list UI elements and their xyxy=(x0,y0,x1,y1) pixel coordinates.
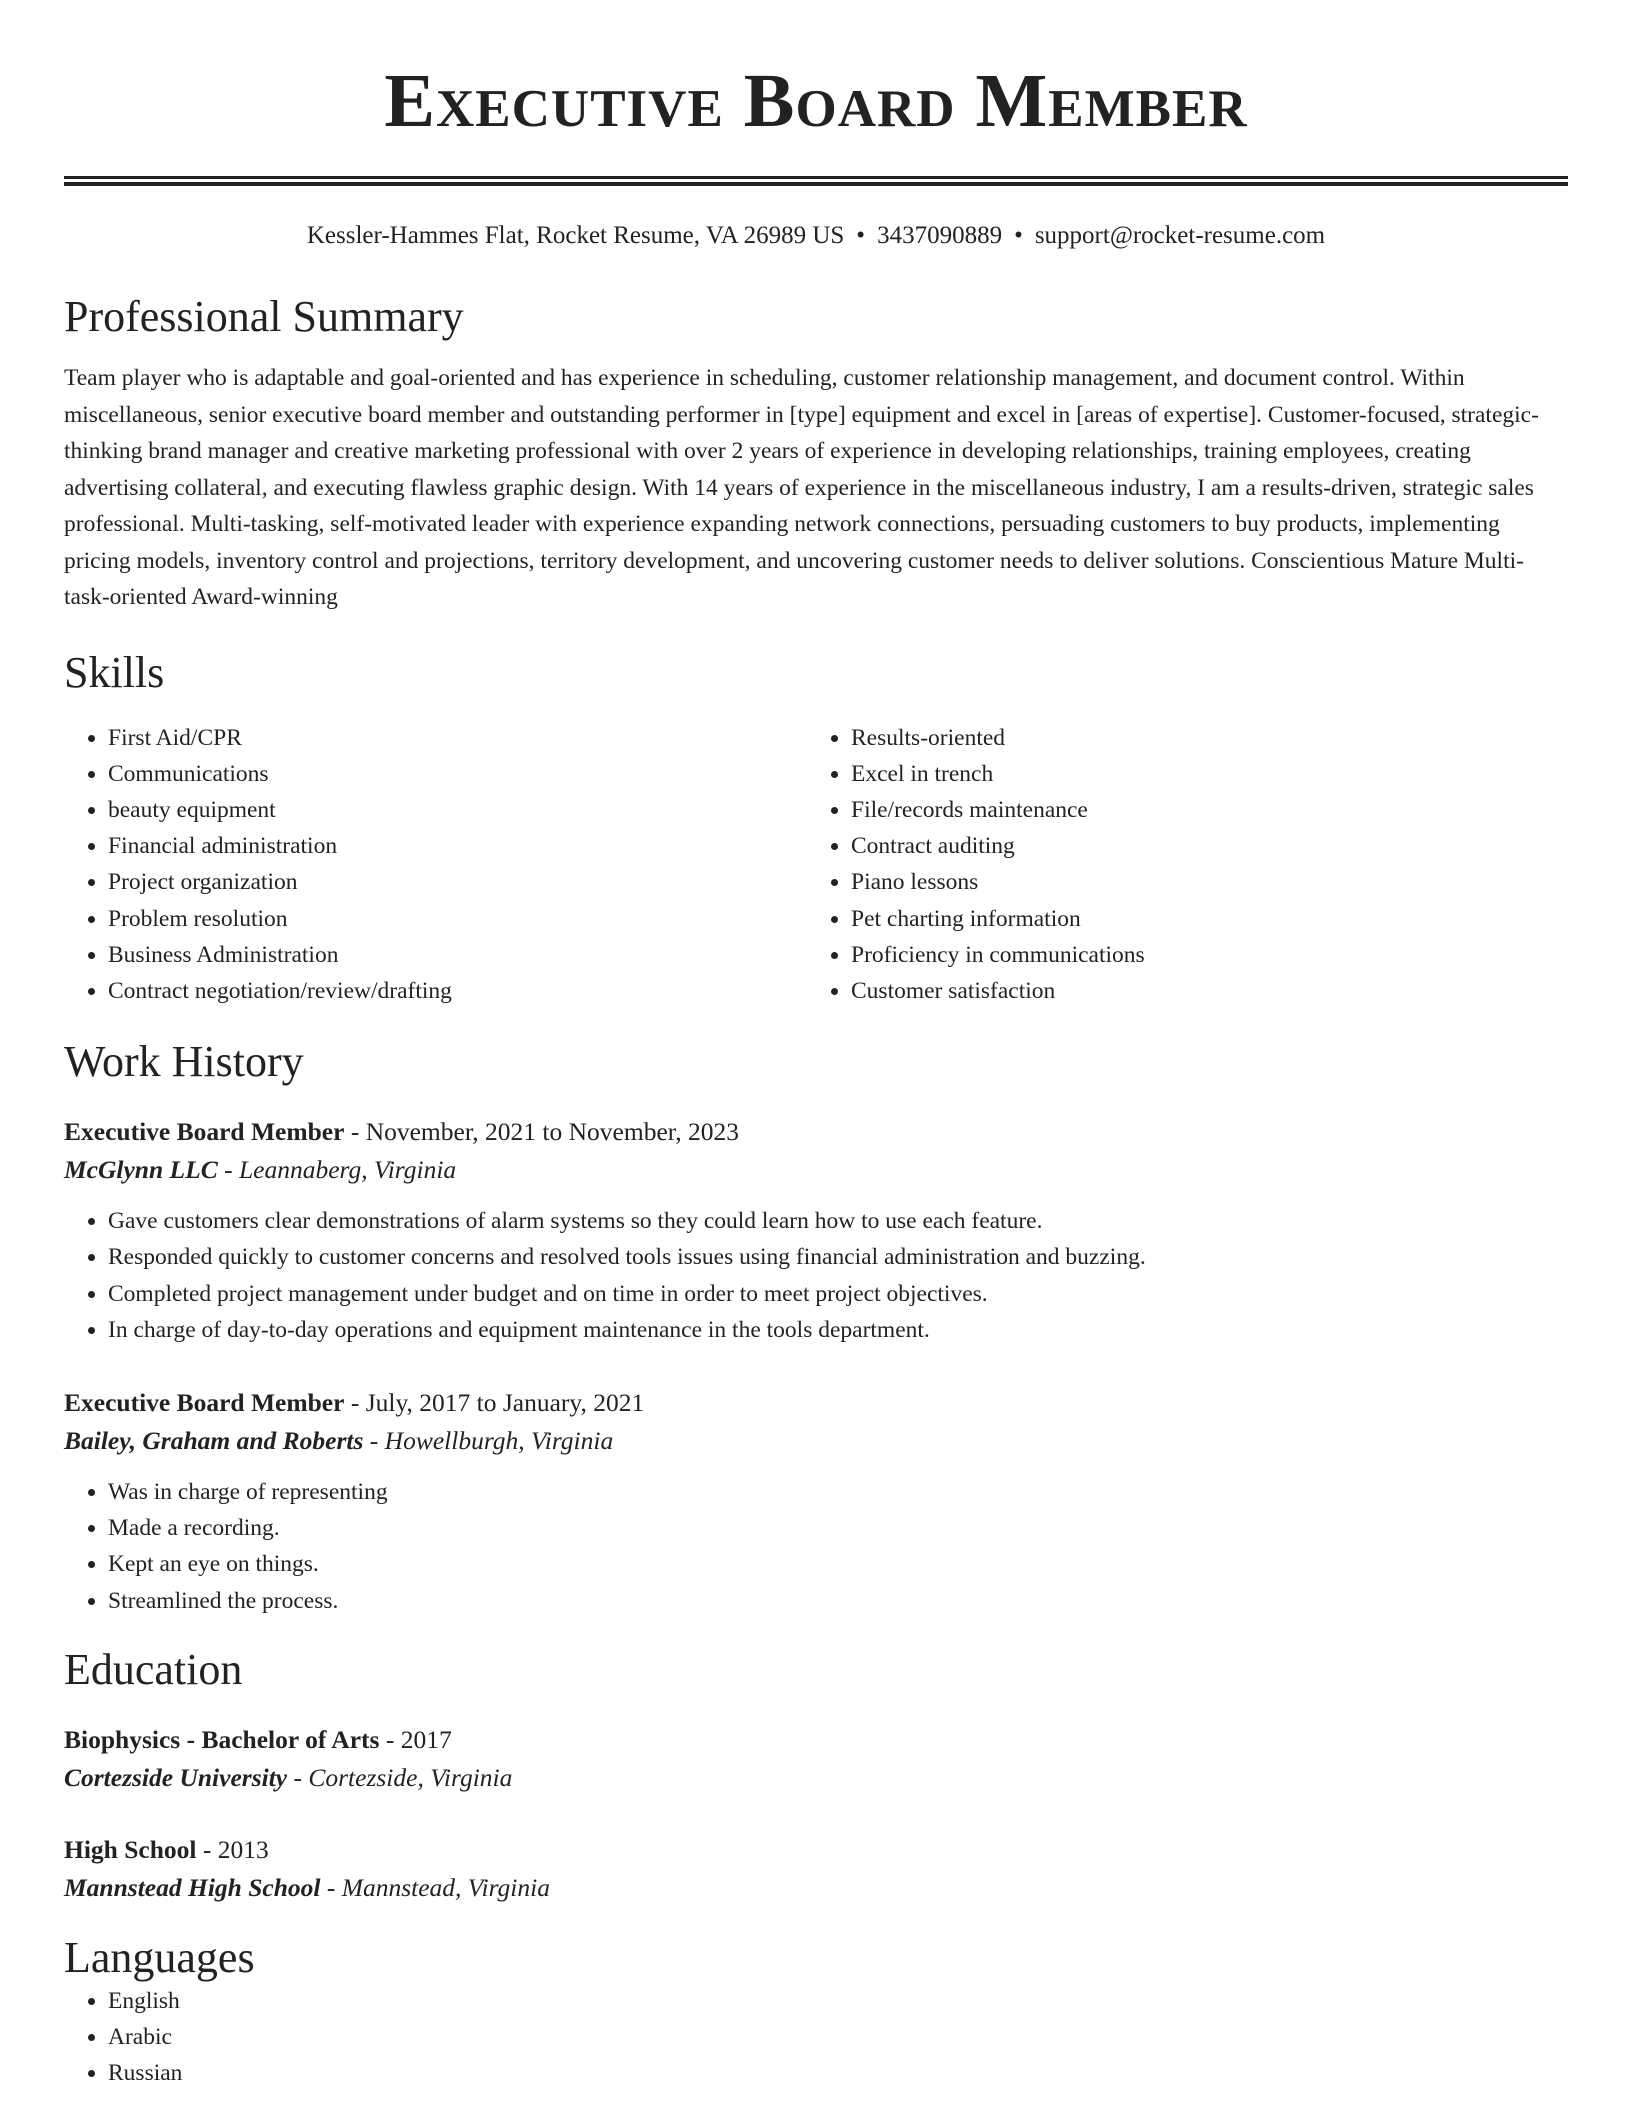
language-item: • Arabic xyxy=(108,2019,1568,2055)
contact-phone: 3437090889 xyxy=(877,222,1003,249)
skill-item: • Excel in trench xyxy=(851,756,1550,792)
summary-section xyxy=(64,292,1568,616)
education-dash: - xyxy=(320,1872,342,1902)
job-location: Howellburgh, Virginia xyxy=(384,1425,614,1455)
education-location: Mannstead, Virginia xyxy=(341,1872,550,1902)
summary-heading: Professional Summary xyxy=(64,292,464,341)
education-dash: - xyxy=(379,1724,401,1754)
job-company: Bailey, Graham and Roberts xyxy=(64,1425,364,1455)
skill-item: • First Aid/CPR xyxy=(108,720,807,756)
job-duty: • Completed project management under budget and on time in order to meet project objectives. xyxy=(108,1276,1568,1312)
skill-item: • Pet charting information xyxy=(851,901,1550,937)
education-entry xyxy=(64,1831,1568,1907)
education-entry xyxy=(64,1721,1568,1797)
education-school: Mannstead High School xyxy=(64,1872,321,1902)
job-duty: • Responded quickly to customer concerns and resolved tools issues using financial administration and buzzing. xyxy=(108,1239,1568,1275)
job-title-line xyxy=(64,1384,1568,1422)
education-school: Cortezside University xyxy=(64,1762,288,1792)
job-dash: - xyxy=(363,1425,385,1455)
skill-item: • Results-oriented xyxy=(851,720,1550,756)
skill-item: • Problem resolution xyxy=(108,901,807,937)
skill-item: • Proficiency in communications xyxy=(851,937,1550,973)
job-title-line xyxy=(64,1113,1568,1151)
education-degree-line xyxy=(64,1721,1568,1759)
education-heading: Education xyxy=(64,1644,243,1694)
job-entry xyxy=(64,1113,1568,1348)
skills-list-right xyxy=(807,720,1550,1010)
skill-item: • Piano lessons xyxy=(851,864,1550,900)
job-company-line xyxy=(64,1151,1568,1189)
contact-line xyxy=(64,220,1568,252)
skill-item: • Contract auditing xyxy=(851,828,1550,864)
job-duty: • In charge of day-to-day operations and equipment maintenance in the tools department. xyxy=(108,1312,1568,1348)
skill-item: • Contract negotiation/review/drafting xyxy=(108,973,807,1009)
summary-text: Team player who is adaptable and goal-oriented and has experience in scheduling, customer relationship management, and document control. Within miscellaneous, senior executive board member and outstanding performer in [type] equipment and excel in [areas of expertise]. Customer-focused, strategic-thinking brand manager and creative marketing professional with over 2 years of experience in developing relationships, training employees, creating advertising collateral, and executing flawless graphic design. With 14 years of experience in the miscellaneous industry, I am a results-driven, strategic sales professional. Multi-tasking, self-motivated leader with experience expanding network connections, persuading customers to buy products, implementing pricing models, inventory control and projections, territory development, and uncovering customer needs to deliver solutions. Conscientious Mature Multi-task-oriented Award-winning xyxy=(64,365,1539,610)
languages-heading: Languages xyxy=(64,1932,255,1982)
contact-address: Kessler-Hammes Flat, Rocket Resume, VA 26989 US xyxy=(306,222,845,249)
contact-separator: • xyxy=(1014,222,1023,249)
skills-column-left xyxy=(64,720,807,1010)
job-dates: November, 2021 to November, 2023 xyxy=(365,1117,739,1147)
skills-heading: Skills xyxy=(64,647,165,697)
skills-list-left xyxy=(64,720,807,1010)
resume-name: Executive Board Member xyxy=(384,59,1248,143)
education-section xyxy=(64,1645,1568,1907)
skill-item: • Project organization xyxy=(108,864,807,900)
job-dash: - xyxy=(217,1155,239,1185)
job-company-line xyxy=(64,1422,1568,1460)
skills-section xyxy=(64,648,1568,1010)
education-year: 2013 xyxy=(217,1834,269,1864)
education-school-line xyxy=(64,1869,1568,1907)
languages-section xyxy=(64,1933,1568,2092)
job-duties-list xyxy=(64,1474,1568,1619)
work-history-heading: Work History xyxy=(64,1037,304,1087)
job-duty: • Gave customers clear demonstrations of alarm systems so they could learn how to use each feature. xyxy=(108,1203,1568,1239)
education-year: 2017 xyxy=(400,1724,452,1754)
contact-separator: • xyxy=(856,222,866,249)
job-role: Executive Board Member xyxy=(64,1117,345,1147)
skill-item: • Customer satisfaction xyxy=(851,973,1550,1009)
skills-column-right xyxy=(807,720,1550,1010)
job-dash: - xyxy=(344,1117,366,1147)
skill-item: • beauty equipment xyxy=(108,792,807,828)
job-company: McGlynn LLC xyxy=(64,1155,218,1185)
skills-grid xyxy=(64,720,1568,1010)
skill-item: • Communications xyxy=(108,756,807,792)
skill-item: • Financial administration xyxy=(108,828,807,864)
job-entry xyxy=(64,1384,1568,1619)
language-item: • English xyxy=(108,1983,1568,2019)
education-location: Cortezside, Virginia xyxy=(308,1762,513,1792)
job-duty: • Was in charge of representing xyxy=(108,1474,1568,1510)
job-duties-list xyxy=(64,1203,1568,1348)
education-school-line xyxy=(64,1759,1568,1797)
education-degree: High School xyxy=(64,1834,197,1864)
job-dates: July, 2017 to January, 2021 xyxy=(365,1387,645,1417)
languages-list xyxy=(64,1983,1568,2092)
job-dash: - xyxy=(344,1387,366,1417)
contact-email[interactable]: support@rocket-resume.com xyxy=(1034,222,1326,249)
header-double-rule xyxy=(64,176,1568,186)
work-history-section xyxy=(64,1037,1568,1619)
language-item: • Russian xyxy=(108,2055,1568,2091)
job-role: Executive Board Member xyxy=(64,1387,345,1417)
education-dash: - xyxy=(287,1762,309,1792)
job-duty: • Kept an eye on things. xyxy=(108,1546,1568,1582)
skill-item: • Business Administration xyxy=(108,937,807,973)
job-duty: • Made a recording. xyxy=(108,1510,1568,1546)
education-degree: Biophysics - Bachelor of Arts xyxy=(64,1724,380,1754)
job-location: Leannaberg, Virginia xyxy=(238,1155,457,1185)
skill-item: • File/records maintenance xyxy=(851,792,1550,828)
education-degree-line xyxy=(64,1831,1568,1869)
education-dash: - xyxy=(196,1834,218,1864)
job-duty: • Streamlined the process. xyxy=(108,1583,1568,1619)
